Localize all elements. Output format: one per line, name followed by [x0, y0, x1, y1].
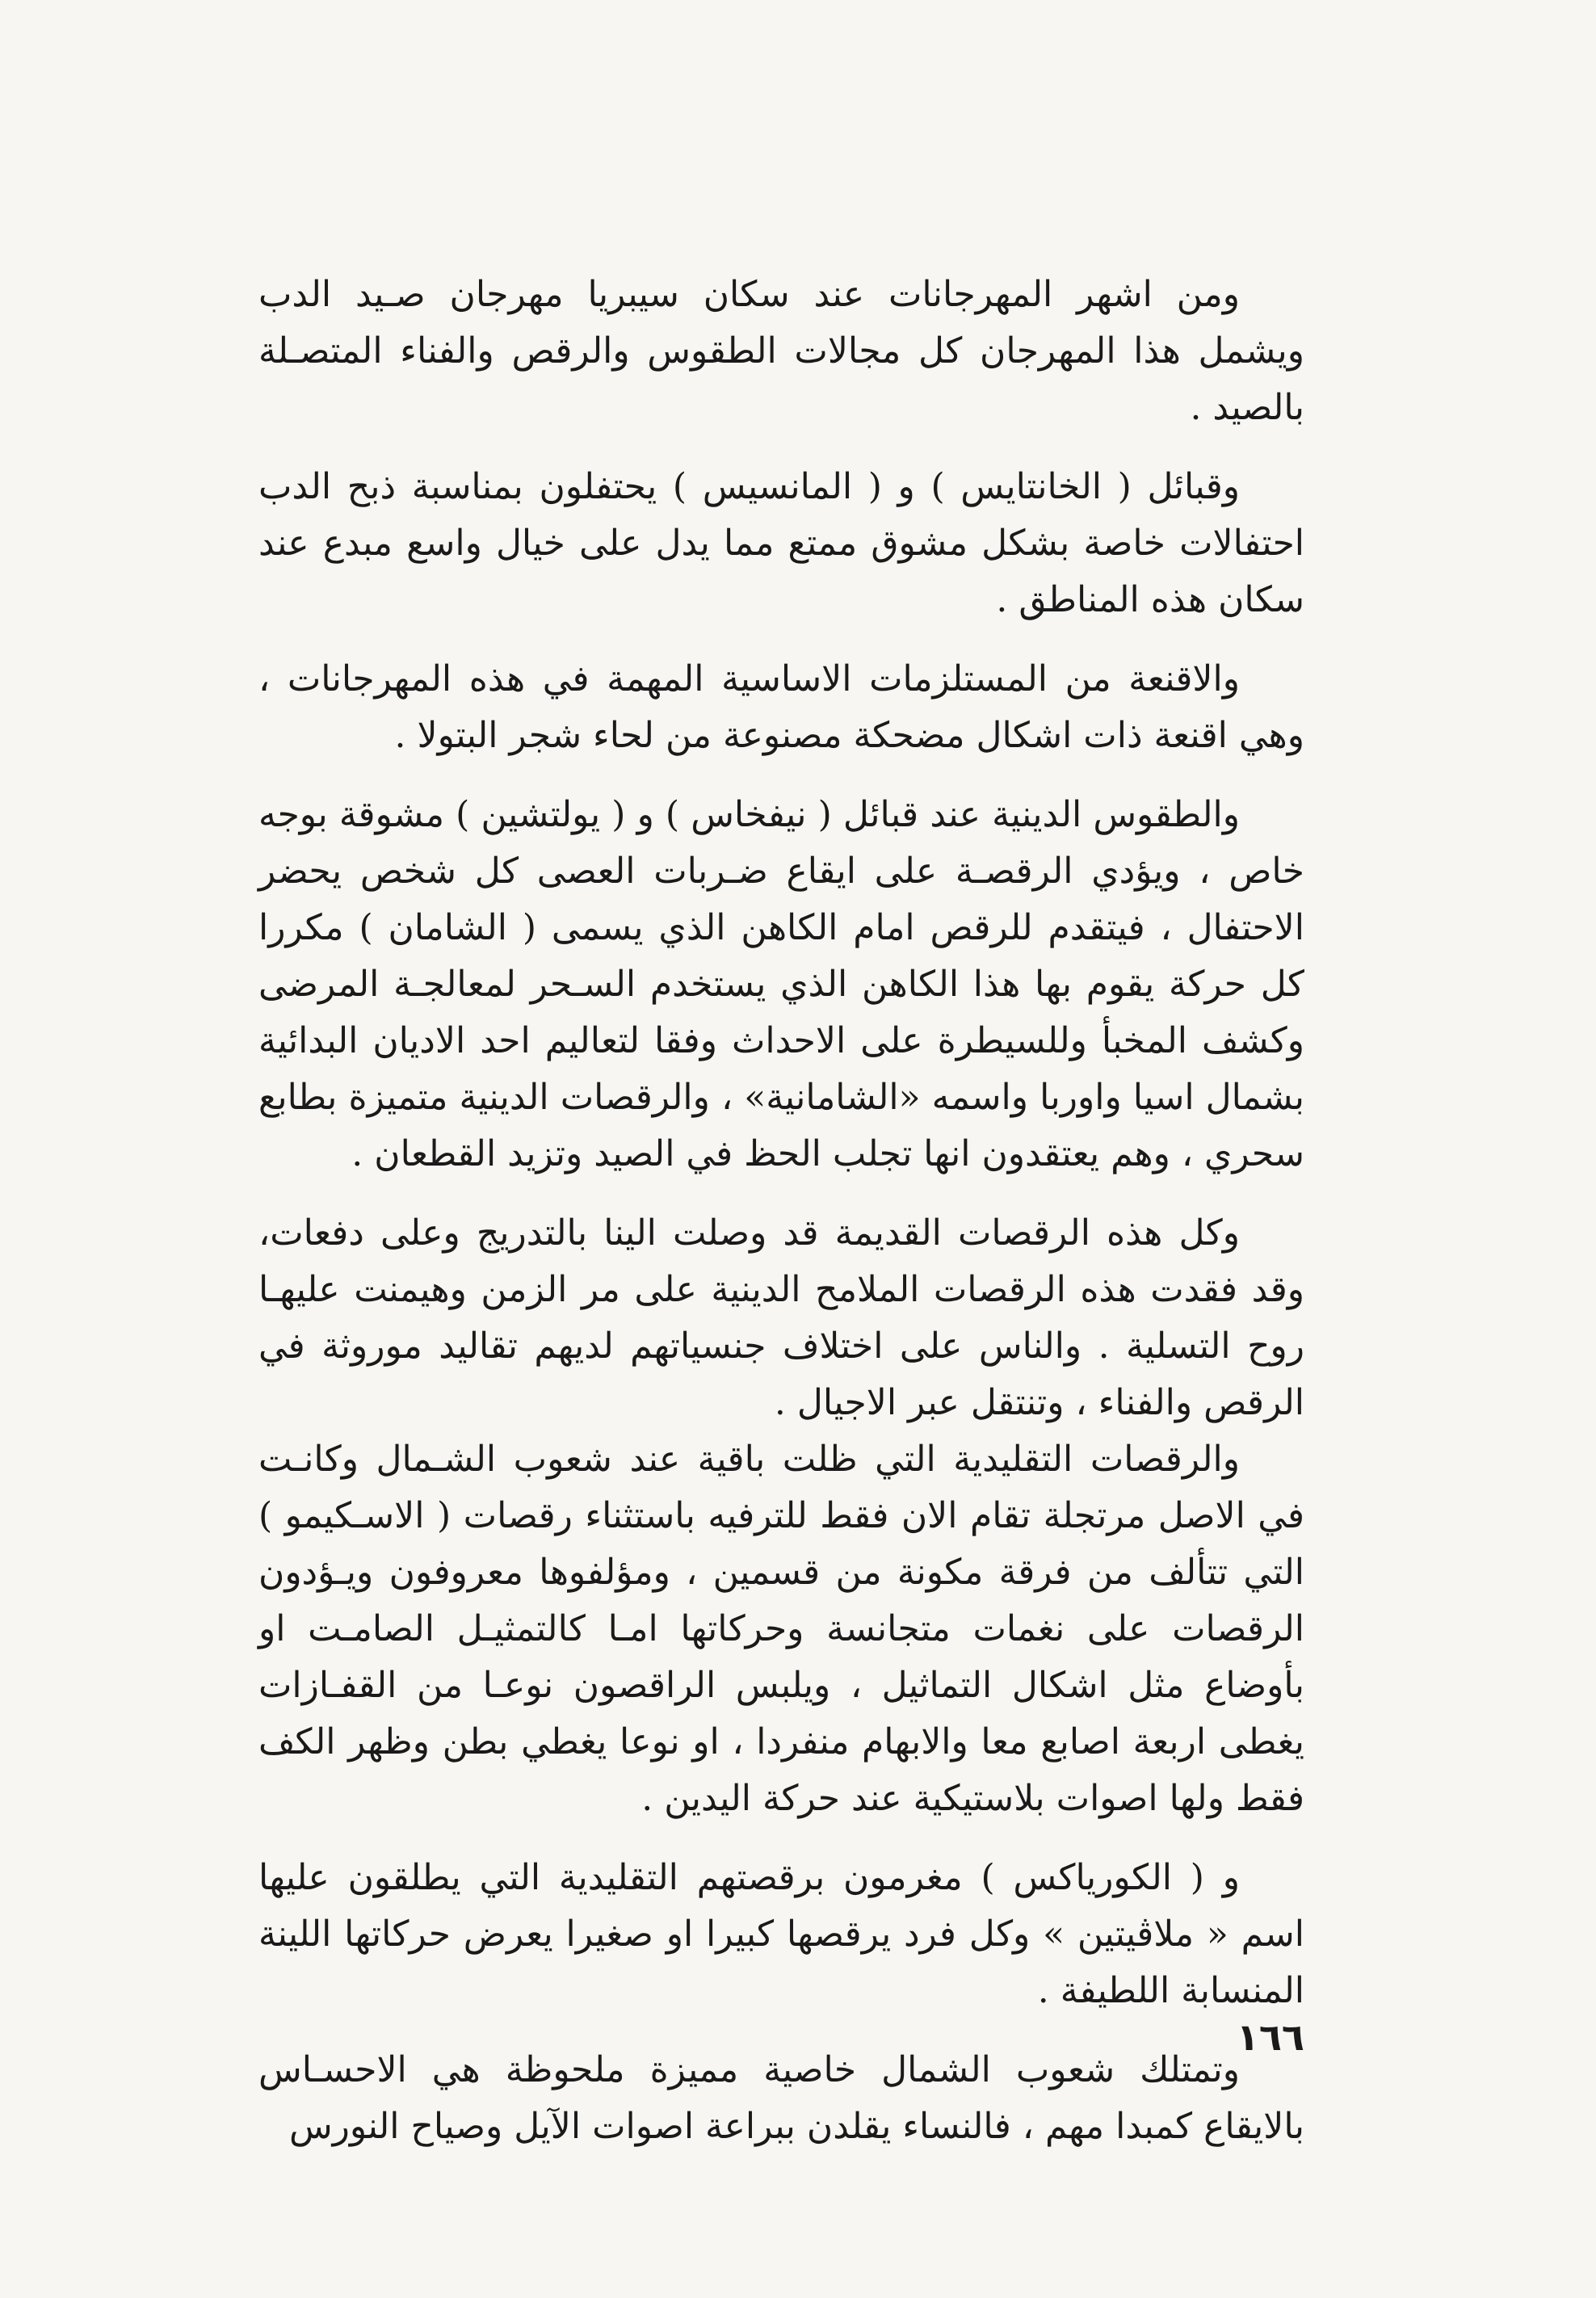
paragraph-masks: والاقنعة من المستلزمات الاساسية المهمة في هذه المهرجانات ، وهي اقنعة ذات اشكال مضحكة مصنوعة من لحاء شجر البتولا . [258, 658, 1304, 756]
paragraph-rhythm: وتمتلك شعوب الشمال خاصية مميزة ملحوظة هي الاحسـاس بالايقاع كمبدا مهم ، فالنساء يقلدن ببراعة اصوات الآيل وصياح النورس [258, 2049, 1304, 2147]
paragraph-religious-rituals: والطقوس الدينية عند قبائل ( نيفخاس ) و ( يولتشين ) مشوقة بوجه خاص ، ويؤدي الرقصـة على ايقاع ضـربات العصى كل شخص يحضر الاحتفال ، فيتقدم للرقص امام الكاهن الذي يسمى ( الشامان ) مكررا كل حركة يقوم بها هذا الكاهن الذي يستخدم السـحر لمعالجـة المرضى وكشف المخبأ وللسيطرة على الاحداث وفقا لتعاليم احد الاديان البدائية بشمال اسيا واوربا واسمه «الشامانية» ، والرقصات الدينية متميزة بطابع سحري ، وهم يعتقدون انها تجلب الحظ في الصيد وتزيد القطعان . [258, 794, 1305, 1174]
paragraph-ancient-dances: وكل هذه الرقصات القديمة قد وصلت الينا بالتدريج وعلى دفعات، وقد فقدت هذه الرقصات الملامح الدينية على مر الزمن وهيمنت عليهـا روح التسلية . والناس على اختلاف جنسياتهم لديهم تقاليد موروثة في الرقص والفناء ، وتنتقل عبر الاجيال . [258, 1212, 1304, 1423]
paragraph-bear-celebration: وقبائل ( الخانتايس ) و ( المانسيس ) يحتفلون بمناسبة ذبح الدب احتفالات خاصة بشكل مشوق ممتع مما يدل على خيال واسع مبدع عند سكان هذه المناطق . [258, 466, 1304, 620]
paragraph-siberia-festival: ومن اشهر المهرجانات عند سكان سيبريا مهرجان صـيد الدب ويشمل هذا المهرجان كل مجالات الطقوس والرقص والفناء المتصـلة بالصيد . [258, 274, 1304, 428]
page-number: ١٦٦ [1236, 2015, 1304, 2059]
body-text [258, 267, 1304, 2155]
paragraph-koryaks: و ( الكورياكس ) مغرمون برقصتهم التقليدية التي يطلقون عليها اسم « ملاڤيتين » وكل فرد يرقصها كبيرا او صغيرا يعرض حركاتها اللينة المنسابة اللطيفة . [258, 1857, 1304, 2011]
paragraph-traditional-dances: والرقصات التقليدية التي ظلت باقية عند شعوب الشـمال وكانـت في الاصل مرتجلة تقام الان فقط للترفيه باستثناء رقصات ( الاسـكيمو ) التي تتألف من فرقة مكونة من قسمين ، ومؤلفوها معروفون ويـؤدون الرقصات على نغمات متجانسة وحركاتها امـا كالتمثيـل الصامـت او بأوضاع مثل اشكال التماثيل ، ويلبس الراقصون نوعـا من القفـازات يغطى اربعة اصابع معا والابهام منفردا ، او نوعا يغطي بطن وظهر الكف فقط ولها اصوات بلاستيكية عند حركة اليدين . [258, 1439, 1304, 1819]
